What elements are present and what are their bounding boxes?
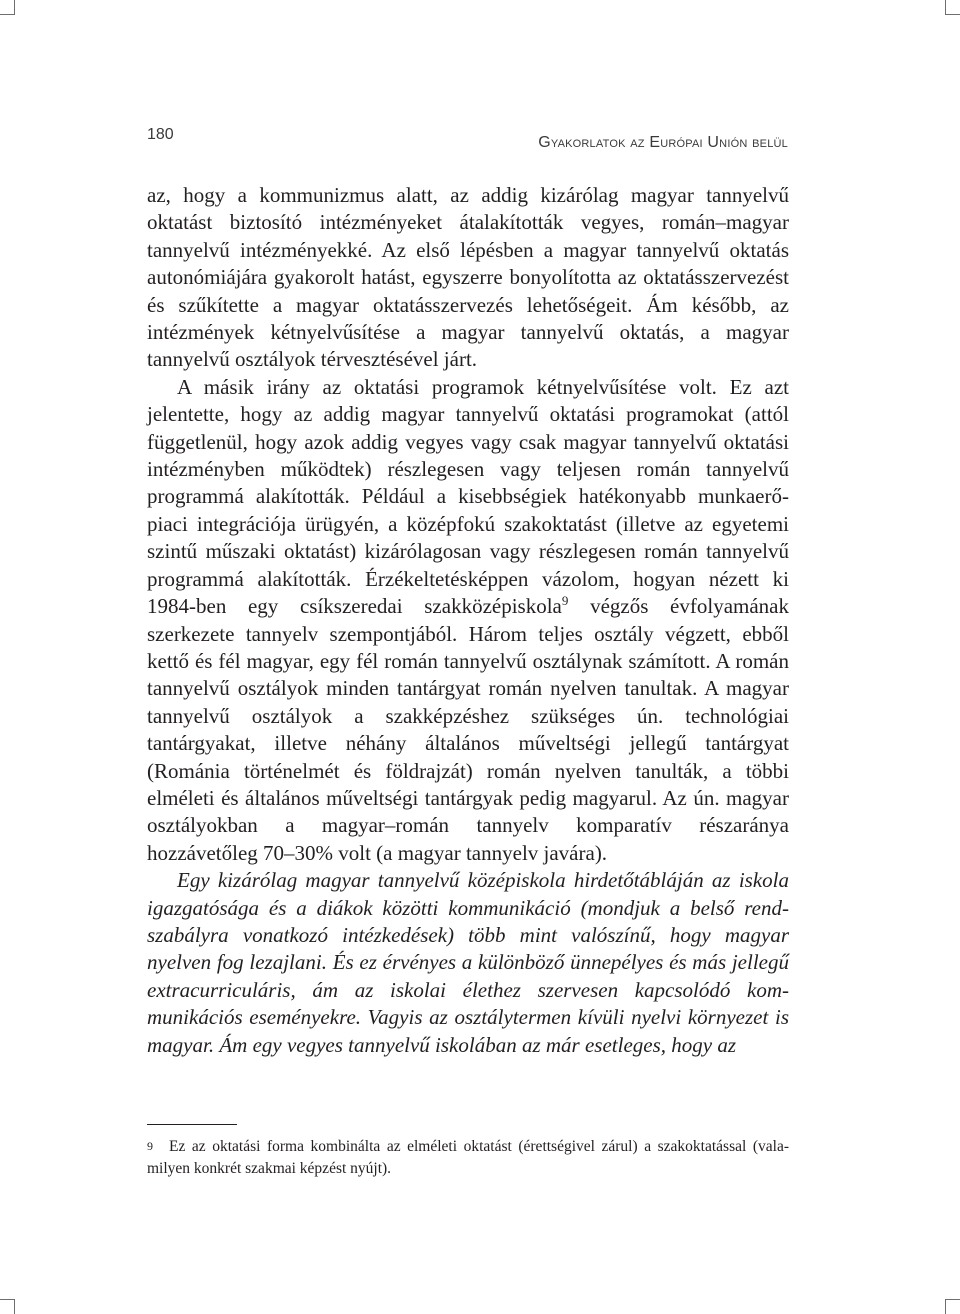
running-head: Gyakorlatok az Európai Unión belül [538,134,788,151]
footnote [147,1136,789,1180]
crop-mark-bottom-right [945,1299,960,1314]
footnote-separator [147,1124,237,1125]
paragraph-3-italic: Egy kizárólag magyar tannyelvű középiskola hirdetőtábláján az iskola igazgatósága és a diákok közötti kommunikáció (mondjuk a belső rendszabályra vonatkozó intézkedések) több mint valószínű, hogy magyar nyelven fog lezajlani. És ez érvényes a különböző ünnepélyes és más jellegű extracurriculáris, ám az iskolai élethez szervesen kapcsolódó kommunikációs eseményekre. Vagyis az osztálytermen kívüli nyelvi környezet is magyar. Ám egy vegyes tannyelvű iskolában az már esetleges, hogy az [147,868,789,1057]
crop-mark-top-left [0,0,15,15]
paragraph-2 [147,374,789,867]
paragraph-1: az, hogy a kommunizmus alatt, az addig kizárólag magyar tannyelvű oktatást biztosító intézményeket átalakították vegyes, román–magyar tannyelvű intézményekké. Az első lépésben a magyar tannyelvű oktatás autonómiájára gyakorolt hatást, egyszerre bonyolította az oktatásszervezést és szűkítette a magyar oktatásszervezés lehetőségeit. Ám később, az intézmények kétnyelvűsítése a magyar tannyelvű oktatás, a magyar tannyelvű osztályok térvesztésével járt. [147,183,789,372]
body-text [147,182,789,1059]
crop-mark-bottom-left [0,1299,15,1314]
page-number: 180 [147,126,174,143]
paragraph-2-text: A másik irány az oktatási programok kétnyelvűsítése volt. Ez azt jelentette, hogy az addig magyar tannyelvű oktatási programokat (attól függetlenül, hogy azok addig vegyes vagy csak magyar tannyelvű oktatási intézményben működtek) részlegesen vagy teljesen román tannyelvű programmá alakították. Például a kisebbségiek hatékonyabb munkaerő-piaci integrációja ürügyén, a középfokú szakoktatást (illetve az egyetemi szintű műszaki oktatást) kizárólagosan vagy részlegesen román tannyelvű programmá alakították. Érzékeltetésképpen vázolom, hogyan nézett ki 1984-ben egy csíkszeredai szakközépiskola [147,374,789,619]
crop-mark-top-right [945,0,960,15]
footnote-reference[interactable]: 9 [561,593,569,609]
paragraph-2-continuation: végzős évfolyamának szerkezete tannyelv szempontjából. Három teljes osztály végzett, ebből kettő és fél magyar, egy fél román tannyelvű osztálynak számított. A román tannyelvű osztályok minden tantárgyat román nyelven tanultak. A magyar tannyelvű osztályok a szakképzéshez szükséges ún. technológiai tantárgyakat, illetve néhány általános műveltségi jellegű tantárgyat (Románia történelmét és földrajzát) román nyelven tanulták, a többi elméleti és általános műveltségi tantárgyak pedig magyarul. Az ún. magyar osztályokban a magyar–román tannyelv komparatív részaránya hozzávetőleg 70–30% volt (a magyar tannyelv javára). [147,594,789,865]
footnote-marker: 9 [147,1139,153,1153]
footnote-text: Ez az oktatási forma kombinálta az elméleti oktatást (érettségivel zárul) a szakoktatással (valamilyen konkrét szakmai képzést nyújt). [147,1138,789,1177]
